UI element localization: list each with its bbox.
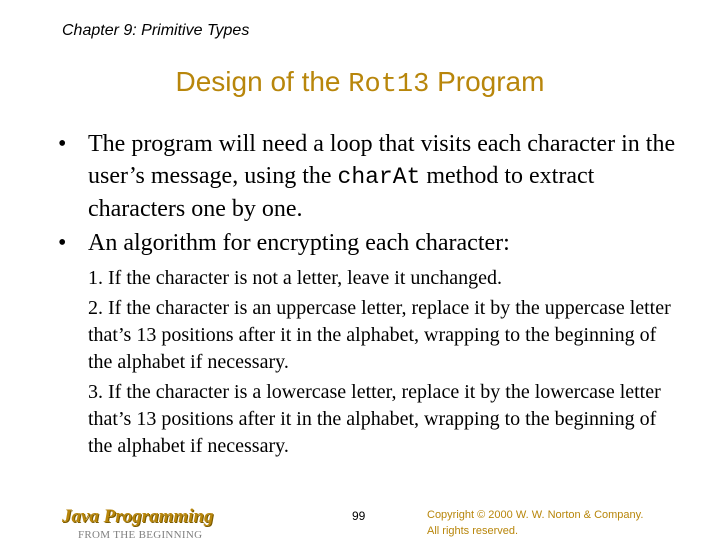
title-suffix: Program bbox=[429, 66, 545, 97]
chapter-header: Chapter 9: Primitive Types bbox=[62, 22, 250, 39]
bullet-item bbox=[56, 227, 676, 259]
algorithm-steps bbox=[56, 265, 676, 460]
copyright-notice bbox=[427, 507, 643, 539]
slide-title bbox=[0, 66, 720, 100]
bullet-dot-icon: • bbox=[58, 230, 67, 256]
algorithm-step: 1. If the character is not a letter, leave it unchanged. bbox=[88, 267, 503, 289]
bullet-dot-icon: • bbox=[58, 131, 67, 157]
algorithm-step: 3. If the character is a lowercase letter, replace it by the lowercase letter that’s 13 positions after it in the alphabet, wrapping to the beginning of the alphabet if necessary. bbox=[88, 381, 661, 457]
brand-subtitle: FROM THE BEGINNING bbox=[78, 529, 203, 540]
bullet-item bbox=[56, 128, 676, 225]
bullet-code: charAt bbox=[337, 164, 421, 190]
footer-brand bbox=[62, 506, 213, 540]
brand-title: Java Programming bbox=[62, 506, 214, 527]
title-code: Rot13 bbox=[348, 70, 430, 100]
slide-body bbox=[56, 128, 676, 463]
bullet-text: The program will need a loop that visits each character in the user’s message, using the bbox=[88, 131, 676, 189]
copyright-line: Copyright © 2000 W. W. Norton & Company. bbox=[427, 509, 644, 521]
title-prefix: Design of the bbox=[175, 66, 349, 97]
algorithm-step: 2. If the character is an uppercase letter, replace it by the uppercase letter that’s 13 positions after it in the alphabet, wrapping to the beginning of the alphabet if necessary. bbox=[88, 297, 671, 373]
copyright-line: All rights reserved. bbox=[427, 525, 519, 537]
page-number: 99 bbox=[352, 509, 366, 523]
bullet-text: method to extract characters one by one. bbox=[88, 163, 595, 222]
bullet-text: An algorithm for encrypting each character: bbox=[88, 230, 510, 256]
